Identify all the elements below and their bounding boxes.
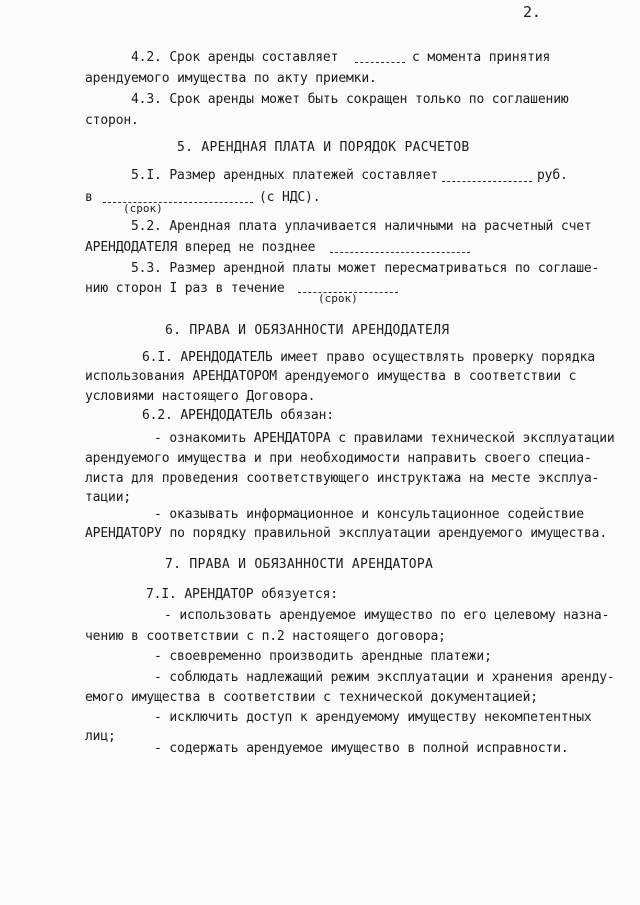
clause-4-2-end: с момента принятия [412,50,551,65]
clause-7-1: 7.I. АРЕНДАТОР обязуется: [146,587,338,602]
clause-4-2-start: 4.2. Срок аренды составляет [131,50,339,65]
clause-6-2-item1-line4: тации; [85,490,132,505]
clause-4-2-line2: арендуемого имущества по акту приемки. [85,71,377,86]
payment-amount-blank [442,181,532,182]
clause-7-1-item3-line1: - соблюдать надлежащий режим эксплуатации и хранения аренду- [154,670,615,685]
clause-6-2-item1-line3: листа для проведения соответствующего инструктажа на месте эксплуа- [85,471,600,486]
section-6-heading: 6. ПРАВА И ОБЯЗАННОСТИ АРЕНДОДАТЕЛЯ [165,323,450,338]
clause-7-1-item5: - содержать арендуемое имущество в полной исправности. [154,741,569,756]
term-caption-1: (срок) [123,202,163,215]
clause-7-1-item2: - своевременно производить арендные платежи; [154,649,492,664]
clause-5-1-v: в [85,190,93,205]
payment-deadline-blank [330,252,470,253]
clause-7-1-item4-line1: - исключить доступ к арендуемому имуществу некомпетентных [154,710,592,725]
clause-7-1-item1-line2: чению в соответствии с п.2 настоящего договора; [85,629,446,644]
clause-6-1-line3: условиями настоящего Договора. [85,389,316,404]
rent-term-blank [355,62,405,63]
clause-6-2-item1-line2: арендуемого имущества и при необходимости направить своего специа- [85,451,592,466]
clause-4-3-line1: 4.3. Срок аренды может быть сокращен только по соглашению [131,92,569,107]
clause-7-1-item3-line2: емого имущества в соответствии с технической документацией; [85,690,538,705]
clause-7-1-item4-line2: лиц; [85,729,116,744]
clause-6-2-item2-line1: - оказывать информационное и консультационное содействие [154,507,584,522]
clause-5-3-line1: 5.3. Размер арендной платы может пересматриваться по соглаше- [131,261,600,276]
clause-5-2-line2: АРЕНДОДАТЕЛЯ вперед не позднее [85,240,316,255]
section-7-heading: 7. ПРАВА И ОБЯЗАННОСТИ АРЕНДАТОРА [165,557,434,572]
clause-5-2-line1: 5.2. Арендная плата уплачивается наличными на расчетный счет [131,219,592,234]
clause-5-1-start: 5.I. Размер арендных платежей составляет [131,168,439,183]
clause-5-1-nds: (с НДС). [259,190,321,205]
clause-7-1-item1-line1: - использовать арендуемое имущество по его целевому назна- [164,608,610,623]
clause-6-2-item1-line1: - ознакомить АРЕНДАТОРА с правилами технической эксплуатации [154,431,615,446]
section-5-heading: 5. АРЕНДНАЯ ПЛАТА И ПОРЯДОК РАСЧЕТОВ [177,140,470,155]
clause-6-2-item2-line2: АРЕНДАТОРУ по порядку правильной эксплуатации арендуемого имущества. [85,526,608,541]
clause-5-3-line2: нию сторон I раз в течение [85,281,285,296]
page-number: 2. [523,3,541,21]
clause-6-1-line1: 6.I. АРЕНДОДАТЕЛЬ имеет право осуществлять проверку порядка [142,350,595,365]
clause-6-1-line2: использования АРЕНДАТОРОМ арендуемого имущества в соответствии с [85,369,577,384]
clause-6-2: 6.2. АРЕНДОДАТЕЛЬ обязан: [142,408,334,423]
clause-5-1-rub: руб. [537,168,568,183]
clause-4-3-line2: сторон. [85,113,139,128]
term-caption-2: (срок) [318,292,358,305]
